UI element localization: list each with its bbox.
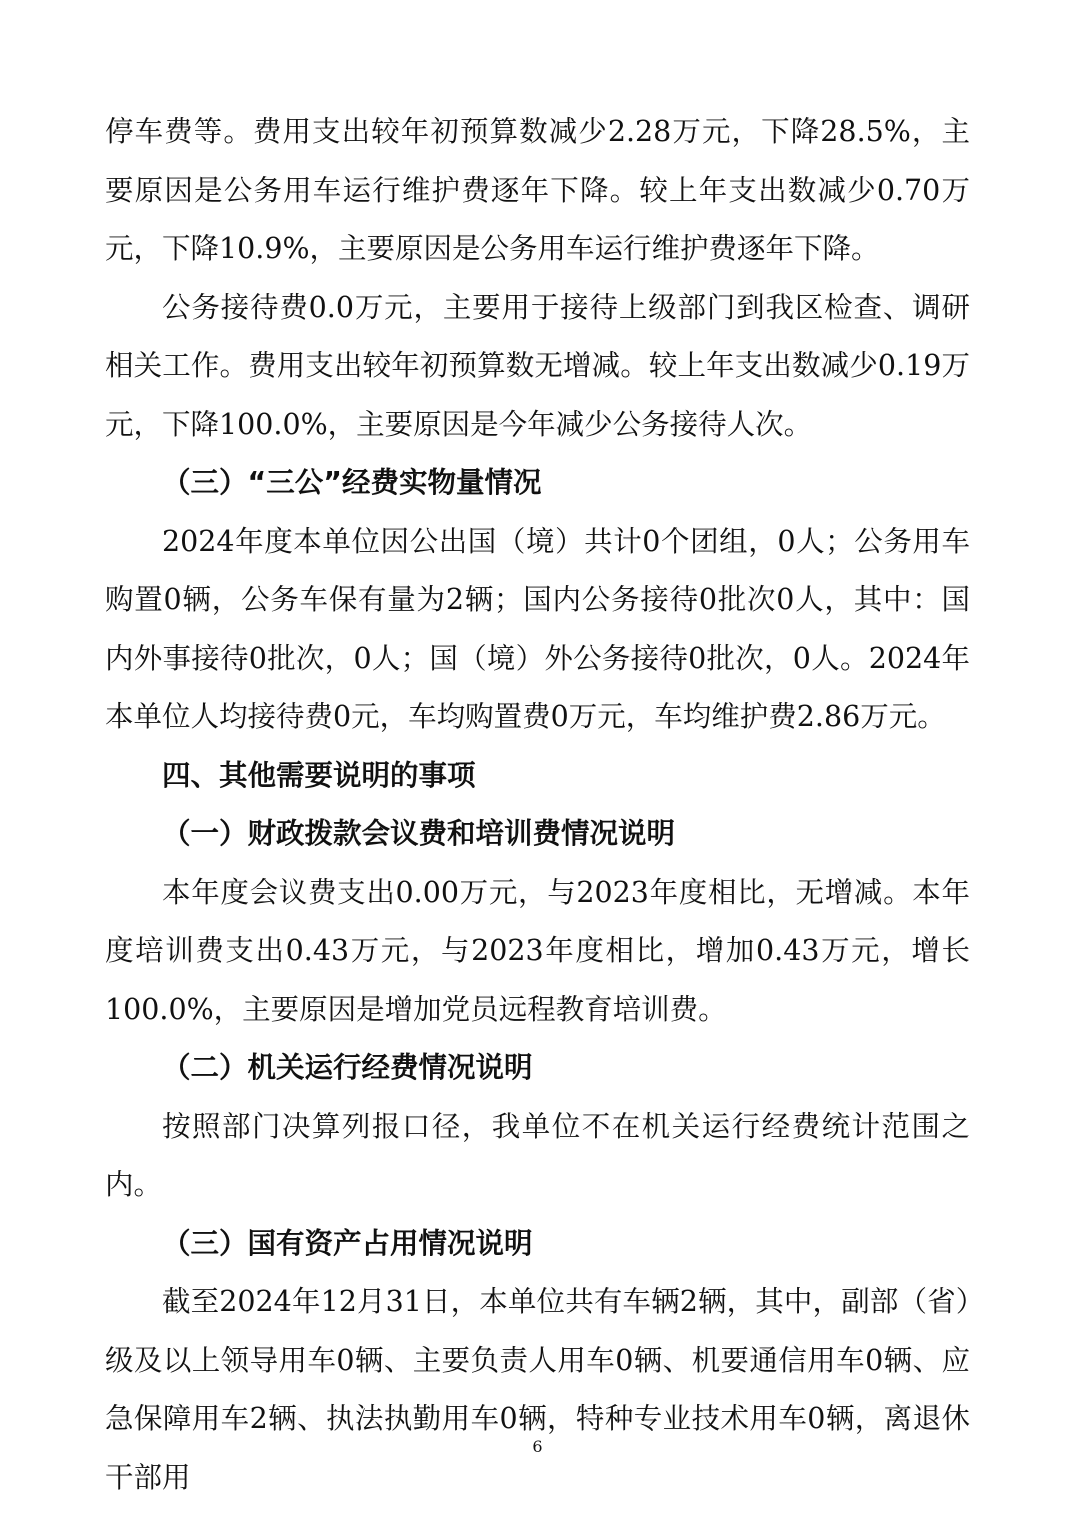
heading-three-public-physical: （三）“三公”经费实物量情况 — [162, 466, 542, 499]
heading-state-assets: （三）国有资产占用情况说明 — [162, 1226, 533, 1260]
heading-meeting-training-cost: （一）财政拨款会议费和培训费情况说明 — [162, 817, 676, 850]
paragraph-meeting-training: 本年度会议费支出0.00万元，与2023年度相比，无增减。本年度培训费支出0.43万元，与2023年度相比，增加0.43万元，增长100.0%，主要原因是增加党员远程教育培训费。 — [105, 875, 970, 1026]
heading-other-matters: 四、其他需要说明的事项 — [162, 758, 476, 792]
document-body — [105, 103, 970, 1507]
paragraph-operating-funds: 按照部门决算列报口径，我单位不在机关运行经费统计范围之内。 — [105, 1109, 970, 1201]
page-number: 6 — [532, 1437, 543, 1456]
paragraph-vehicle-operation-cost: 停车费等。费用支出较年初预算数减少2.28万元，下降28.5%，主要原因是公务用车运行维护费逐年下降。较上年支出数减少0.70万元，下降10.9%，主要原因是公务用车运行维护费逐年下降。 — [105, 115, 970, 265]
paragraph-physical-quantity: 2024年度本单位因公出国（境）共计0个团组，0人；公务用车购置0辆，公务车保有量为2辆；国内公务接待0批次0人，其中：国内外事接待0批次，0人；国（境）外公务接待0批次，0人。2024年本单位人均接待费0元，车均购置费0万元，车均维护费2.86万元。 — [105, 524, 970, 733]
paragraph-state-assets: 截至2024年12月31日，本单位共有车辆2辆，其中，副部（省）级及以上领导用车0辆、主要负责人用车0辆、机要通信用车0辆、应急保障用车2辆、执法执勤用车0辆，特种专业技术用车0辆，离退休干部用 — [105, 1285, 970, 1494]
heading-operating-funds: （二）机关运行经费情况说明 — [162, 1051, 533, 1084]
paragraph-reception-cost: 公务接待费0.0万元，主要用于接待上级部门到我区检查、调研相关工作。费用支出较年初预算数无增减。较上年支出数减少0.19万元，下降100.0%，主要原因是今年减少公务接待人次。 — [105, 290, 970, 441]
